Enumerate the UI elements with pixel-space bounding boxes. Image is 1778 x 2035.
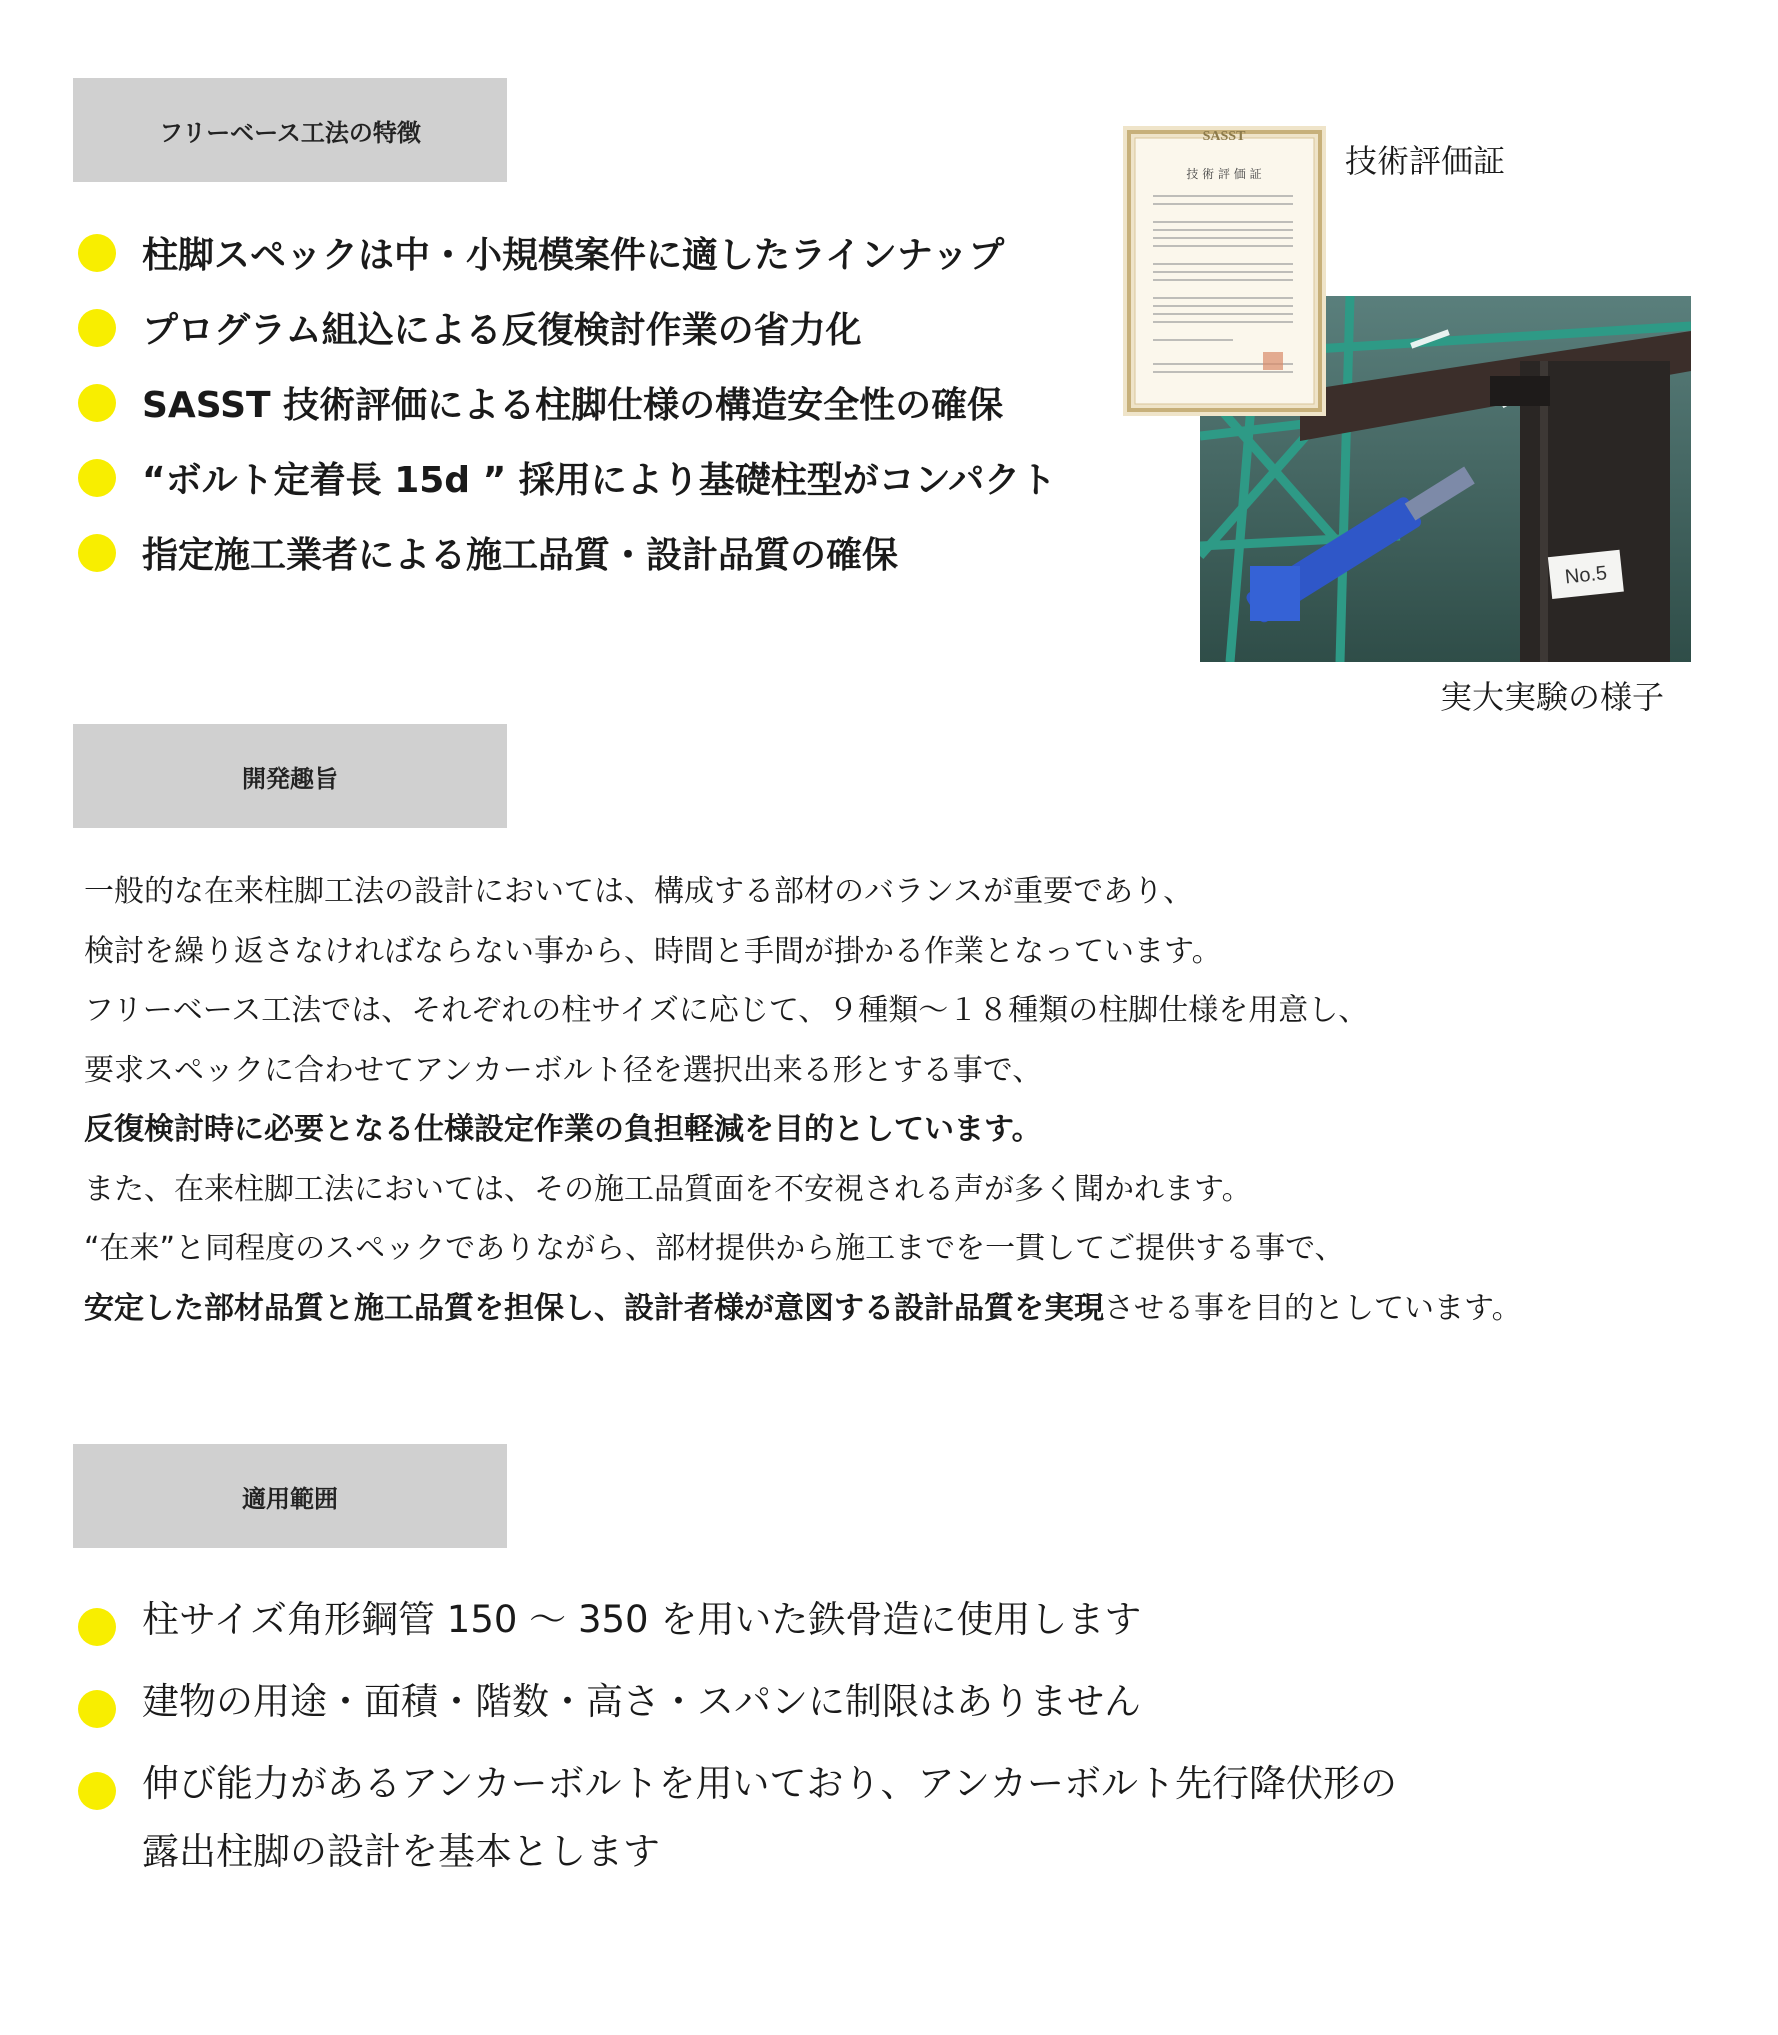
features-heading xyxy=(73,78,507,182)
scope-text: 建物の用途・面積・階数・高さ・スパンに制限はありません xyxy=(142,1680,1141,1723)
purpose-heading-text: 開発趣旨 xyxy=(242,764,338,793)
purpose-line: 要求スペックに合わせてアンカーボルト径を選択出来る形とする事で、 xyxy=(84,1052,1043,1088)
purpose-line-bold: 反復検討時に必要となる仕様設定作業の負担軽減を目的としています。 xyxy=(84,1112,1042,1147)
bullet-dot-icon xyxy=(78,234,116,272)
purpose-heading xyxy=(73,724,507,828)
feature-item xyxy=(78,515,1056,590)
scope-item xyxy=(78,1762,1397,1886)
features-list xyxy=(78,215,1056,590)
feature-item xyxy=(78,440,1056,515)
scope-list xyxy=(78,1598,1397,1886)
feature-text: 指定施工業者による施工品質・設計品質の確保 xyxy=(142,535,899,576)
certificate-title: 技 術 評 価 証 xyxy=(1186,167,1262,181)
purpose-line: また、在来柱脚工法においては、その施工品質面を不安視される声が多く聞かれます。 xyxy=(84,1171,1252,1207)
photo-label: No.5 xyxy=(1563,562,1609,589)
bullet-dot-icon xyxy=(78,384,116,422)
certificate-image xyxy=(1123,126,1326,416)
scope-text: 柱サイズ角形鋼管 150 ～ 350 を用いた鉄骨造に使用します xyxy=(142,1598,1142,1641)
scope-heading-text: 適用範囲 xyxy=(242,1484,338,1513)
purpose-line: フリーベース工法では、それぞれの柱サイズに応じて、９種類～１８種類の柱脚仕様を用意し、 xyxy=(84,993,1369,1028)
certificate-caption: 技術評価証 xyxy=(1345,142,1506,180)
bullet-dot-icon xyxy=(78,309,116,347)
experiment-caption: 実大実験の様子 xyxy=(1440,678,1665,716)
purpose-last-bold: 安定した部材品質と施工品質を担保し、設計者様が意図する設計品質を実現 xyxy=(84,1290,1104,1326)
feature-text: “ボルト定着長 15d ” 採用により基礎柱型がコンパクト xyxy=(142,460,1057,501)
bullet-dot-icon xyxy=(78,459,116,497)
certificate-graphic xyxy=(1123,126,1326,416)
feature-text: プログラム組込による反復検討作業の省力化 xyxy=(142,310,862,351)
purpose-paragraph xyxy=(84,862,1754,1338)
bullet-dot-icon xyxy=(78,1772,116,1810)
feature-item xyxy=(78,290,1056,365)
features-heading-text: フリーベース工法の特徴 xyxy=(159,118,421,147)
purpose-line: 検討を繰り返さなければならない事から、時間と手間が掛かる作業となっています。 xyxy=(84,933,1222,969)
feature-item xyxy=(78,365,1056,440)
certificate-stamp-text: SASST xyxy=(1202,129,1246,144)
bullet-dot-icon xyxy=(78,1690,116,1728)
purpose-line: “在来”と同程度のスペックでありながら、部材提供から施工までを一貫してご提供する事で、 xyxy=(84,1231,1345,1266)
purpose-last-line xyxy=(84,1279,1754,1339)
scope-heading xyxy=(73,1444,507,1548)
scope-text: 伸び能力があるアンカーボルトを用いており、アンカーボルト先行降伏形の 露出柱脚の設計を基本とします xyxy=(142,1762,1398,1873)
feature-text: 柱脚スペックは中・小規模案件に適したラインナップ xyxy=(142,235,1005,276)
purpose-line: 一般的な在来柱脚工法の設計においては、構成する部材のバランスが重要であり、 xyxy=(84,874,1194,909)
feature-text: SASST 技術評価による柱脚仕様の構造安全性の確保 xyxy=(142,385,1004,426)
bullet-dot-icon xyxy=(78,1608,116,1646)
scope-item xyxy=(78,1680,1397,1736)
scope-item xyxy=(78,1598,1397,1654)
feature-item xyxy=(78,215,1056,290)
bullet-dot-icon xyxy=(78,534,116,572)
purpose-last-rest: させる事を目的としています。 xyxy=(1104,1290,1522,1326)
